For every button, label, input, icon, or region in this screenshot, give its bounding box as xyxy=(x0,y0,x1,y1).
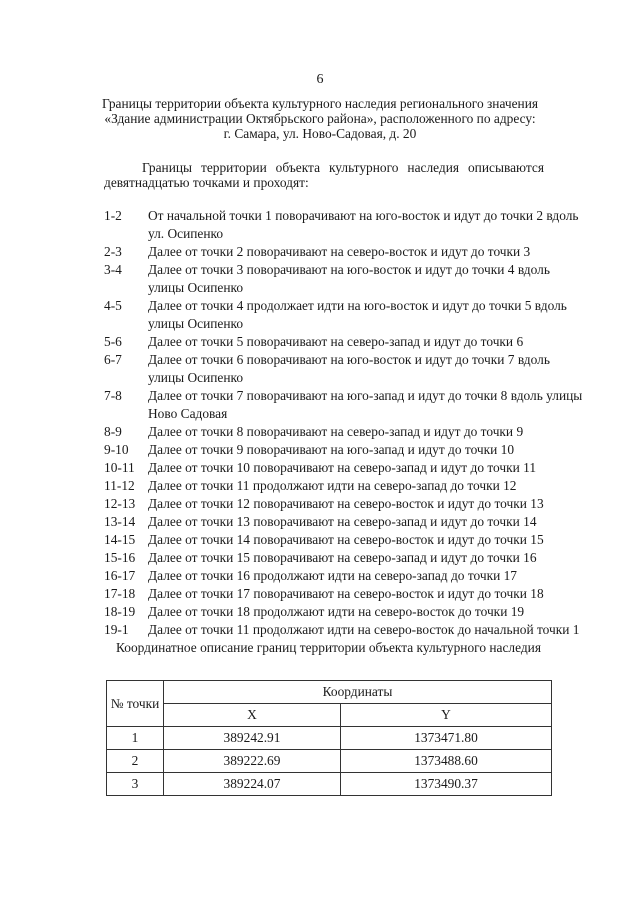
step-text: Далее от точки 11 продолжают идти на северо-восток до начальной точки 1 xyxy=(148,622,580,637)
step-text: Далее от точки 17 поворачивают на северо-восток и идут до точки 18 xyxy=(148,586,544,601)
step-code: 14-15 xyxy=(104,532,136,547)
cell-point: 2 xyxy=(107,750,164,773)
step-text: Далее от точки 18 продолжают идти на северо-восток до точки 19 xyxy=(148,604,525,619)
heading-line-2: «Здание администрации Октябрьского района», расположенного по адресу: xyxy=(104,111,536,126)
list-item xyxy=(104,567,584,585)
header-coordinates: Координаты xyxy=(164,681,552,704)
step-text: Далее от точки 16 продолжают идти на северо-запад до точки 17 xyxy=(148,568,517,583)
step-text: Далее от точки 6 поворачивают на юго-восток и идут до точки 7 вдоль улицы Осипенко xyxy=(148,352,550,385)
list-item xyxy=(104,351,584,387)
list-item xyxy=(104,477,584,495)
list-item xyxy=(104,585,584,603)
boundary-steps-list xyxy=(104,207,584,639)
cell-point: 1 xyxy=(107,727,164,750)
step-text: Далее от точки 11 продолжают идти на северо-запад до точки 12 xyxy=(148,478,517,493)
step-text: Далее от точки 4 продолжает идти на юго-восток и идут до точки 5 вдоль улицы Осипенко xyxy=(148,298,567,331)
cell-y: 1373490.37 xyxy=(341,773,552,796)
cell-y: 1373471.80 xyxy=(341,727,552,750)
cell-x: 389224.07 xyxy=(164,773,341,796)
step-text: Далее от точки 10 поворачивают на северо-запад и идут до точки 11 xyxy=(148,460,537,475)
step-text: Далее от точки 8 поворачивают на северо-запад и идут до точки 9 xyxy=(148,424,524,439)
document-heading xyxy=(60,96,580,141)
header-x: X xyxy=(164,704,341,727)
list-item xyxy=(104,441,584,459)
step-code: 9-10 xyxy=(104,442,129,457)
step-code: 12-13 xyxy=(104,496,136,511)
step-code: 1-2 xyxy=(104,208,122,223)
table-caption: Координатное описание границ территории объекта культурного наследия xyxy=(116,640,542,655)
step-text: Далее от точки 2 поворачивают на северо-восток и идут до точки 3 xyxy=(148,244,531,259)
heading-line-1: Границы территории объекта культурного наследия регионального значения xyxy=(101,96,539,111)
table-row xyxy=(107,750,552,773)
step-code: 19-1 xyxy=(104,622,129,637)
header-point-number: № точки xyxy=(107,681,164,727)
step-code: 10-11 xyxy=(104,460,135,475)
step-text: Далее от точки 9 поворачивают на юго-запад и идут до точки 10 xyxy=(148,442,515,457)
step-code: 7-8 xyxy=(104,388,122,403)
step-text: Далее от точки 5 поворачивают на северо-запад и идут до точки 6 xyxy=(148,334,524,349)
step-code: 11-12 xyxy=(104,478,135,493)
step-text: Далее от точки 14 поворачивают на северо-восток и идут до точки 15 xyxy=(148,532,544,547)
cell-x: 389242.91 xyxy=(164,727,341,750)
list-item xyxy=(104,513,584,531)
table-header-row xyxy=(107,681,552,704)
step-code: 6-7 xyxy=(104,352,122,367)
list-item xyxy=(104,333,584,351)
list-item xyxy=(104,459,584,477)
list-item xyxy=(104,243,584,261)
list-item xyxy=(104,297,584,333)
step-text: Далее от точки 3 поворачивают на юго-восток и идут до точки 4 вдоль улицы Осипенко xyxy=(148,262,550,295)
list-item xyxy=(104,387,584,423)
step-text: Далее от точки 12 поворачивают на северо-восток и идут до точки 13 xyxy=(148,496,544,511)
list-item xyxy=(104,423,584,441)
list-item xyxy=(104,495,584,513)
step-code: 2-3 xyxy=(104,244,122,259)
step-code: 18-19 xyxy=(104,604,136,619)
step-text: Далее от точки 13 поворачивают на северо-запад и идут до точки 14 xyxy=(148,514,537,529)
list-item xyxy=(104,207,584,243)
step-code: 5-6 xyxy=(104,334,122,349)
list-item xyxy=(104,261,584,297)
step-code: 16-17 xyxy=(104,568,136,583)
table-row xyxy=(107,727,552,750)
page-number: 6 xyxy=(316,72,324,87)
header-y: Y xyxy=(341,704,552,727)
step-text: Далее от точки 7 поворачивают на юго-запад и идут до точки 8 вдоль улицы Ново Садовая xyxy=(148,388,583,421)
step-code: 3-4 xyxy=(104,262,122,277)
list-item xyxy=(104,549,584,567)
step-code: 13-14 xyxy=(104,514,136,529)
step-code: 4-5 xyxy=(104,298,122,313)
intro-paragraph: Границы территории объекта культурного наследия описываются девятнадцатью точками и проходят: xyxy=(104,160,544,190)
table-subheader-row xyxy=(107,704,552,727)
cell-point: 3 xyxy=(107,773,164,796)
cell-y: 1373488.60 xyxy=(341,750,552,773)
coordinates-table xyxy=(106,680,552,796)
step-text: От начальной точки 1 поворачивают на юго-восток и идут до точки 2 вдоль ул. Осипенко xyxy=(148,208,579,241)
step-code: 8-9 xyxy=(104,424,122,439)
list-item xyxy=(104,621,584,639)
heading-line-3: г. Самара, ул. Ново-Садовая, д. 20 xyxy=(223,126,417,141)
step-code: 17-18 xyxy=(104,586,136,601)
cell-x: 389222.69 xyxy=(164,750,341,773)
table-row xyxy=(107,773,552,796)
step-text: Далее от точки 15 поворачивают на северо-запад и идут до точки 16 xyxy=(148,550,537,565)
list-item xyxy=(104,603,584,621)
list-item xyxy=(104,531,584,549)
step-code: 15-16 xyxy=(104,550,136,565)
